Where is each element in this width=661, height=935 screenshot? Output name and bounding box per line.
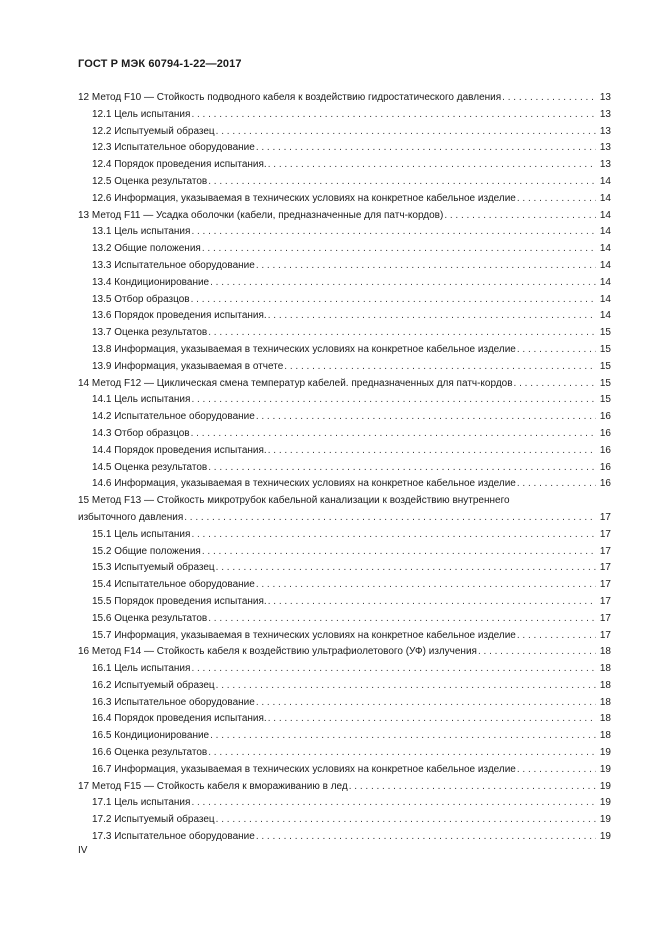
toc-entry-title: 13.5 Отбор образцов: [92, 293, 190, 305]
toc-entry-page: 17: [599, 545, 611, 557]
toc-leader-dots: [502, 90, 596, 107]
document-header: ГОСТ Р МЭК 60794-1-22—2017: [78, 58, 242, 70]
toc-entry-title: 15.4 Испытательное оборудование: [92, 579, 255, 591]
toc-entry-page: 18: [599, 646, 611, 658]
toc-entry-page: 13: [599, 142, 611, 154]
toc-entry-page: 14: [599, 243, 611, 255]
toc-entry-page: 18: [599, 730, 611, 742]
toc-entry-page: 19: [599, 763, 611, 775]
toc-subsection-entry[interactable]: [78, 628, 611, 645]
toc-subsection-entry[interactable]: [78, 409, 611, 426]
toc-entry-title: 17.3 Испытательное оборудование: [92, 831, 255, 843]
toc-entry-title: 12.6 Информация, указываемая в технических условиях на конкретное кабельное изделие: [92, 192, 516, 204]
toc-leader-dots: [256, 140, 596, 157]
toc-entry-title: 13.3 Испытательное оборудование: [92, 259, 255, 271]
toc-leader-dots: [184, 510, 596, 527]
toc-subsection-entry[interactable]: [78, 829, 611, 846]
toc-entry-page: 17: [599, 612, 611, 624]
toc-entry-title: 13 Метод F11 — Усадка оболочки (кабели, предназначенные для патч-кордов): [78, 209, 444, 221]
toc-subsection-entry[interactable]: [78, 342, 611, 359]
toc-entry-page: 16: [599, 444, 611, 456]
toc-entry-title: 14.2 Испытательное оборудование: [92, 411, 255, 423]
toc-subsection-entry[interactable]: [78, 426, 611, 443]
toc-entry-title: 13.8 Информация, указываемая в технических условиях на конкретное кабельное изделие: [92, 343, 516, 355]
toc-entry-title: 15.5 Порядок проведения испытания.: [92, 595, 267, 607]
toc-entry-title: 13.7 Оценка результатов: [92, 327, 208, 339]
toc-entry-page: 13: [599, 159, 611, 171]
toc-entry-title-cont: избыточного давления: [78, 511, 184, 523]
toc-entry-page: 17: [599, 511, 611, 523]
toc-entry-page: 17: [599, 579, 611, 591]
toc-leader-dots: [191, 292, 596, 309]
toc-entry-page: 19: [599, 797, 611, 809]
toc-entry-page: 18: [599, 663, 611, 675]
toc-subsection-entry[interactable]: [78, 292, 611, 309]
toc-leader-dots: [349, 779, 596, 796]
toc-leader-dots: [191, 795, 596, 812]
toc-entry-title: 17.1 Цель испытания: [92, 797, 191, 809]
toc-entry-title: 15.3 Испытуемый образец: [92, 562, 215, 574]
toc-leader-dots: [191, 107, 596, 124]
toc-entry-page: 16: [599, 427, 611, 439]
toc-entry-page: 15: [599, 360, 611, 372]
toc-entry-page: 14: [599, 175, 611, 187]
toc-entry-page: 19: [599, 747, 611, 759]
toc-leader-dots: [256, 409, 596, 426]
toc-entry-title: 16.1 Цель испытания: [92, 663, 191, 675]
toc-leader-dots: [478, 644, 596, 661]
toc-entry-title: 15.1 Цель испытания: [92, 528, 191, 540]
toc-subsection-entry[interactable]: [78, 678, 611, 695]
toc-entry-title: 13.6 Порядок проведения испытания.: [92, 310, 267, 322]
toc-subsection-entry[interactable]: [78, 594, 611, 611]
toc-entry-title: 12.2 Испытуемый образец: [92, 125, 215, 137]
toc-subsection-entry[interactable]: [78, 661, 611, 678]
toc-leader-dots: [517, 342, 596, 359]
toc-entry-page: 17: [599, 595, 611, 607]
toc-entry-page: 15: [599, 394, 611, 406]
toc-subsection-entry[interactable]: [78, 460, 611, 477]
toc-entry-title: 15.2 Общие положения: [92, 545, 201, 557]
toc-leader-dots: [517, 628, 596, 645]
toc-entry-title: 14.6 Информация, указываемая в технических условиях на конкретное кабельное изделие: [92, 478, 516, 490]
toc-subsection-entry[interactable]: [78, 191, 611, 208]
toc-entry-page: 19: [599, 814, 611, 826]
toc-leader-dots: [256, 695, 596, 712]
toc-subsection-entry[interactable]: [78, 745, 611, 762]
toc-subsection-entry[interactable]: [78, 392, 611, 409]
toc-leader-dots: [517, 476, 596, 493]
toc-entry-title: 14.5 Оценка результатов: [92, 461, 208, 473]
toc-leader-dots: [202, 544, 596, 561]
toc-leader-dots: [256, 829, 596, 846]
toc-section-entry[interactable]: [78, 208, 611, 225]
toc-entry-title: 14.1 Цель испытания: [92, 394, 191, 406]
toc-leader-dots: [517, 762, 596, 779]
toc-leader-dots: [216, 560, 596, 577]
toc-entry-page: 18: [599, 696, 611, 708]
toc-leader-dots: [191, 224, 596, 241]
toc-leader-dots: [216, 678, 596, 695]
toc-subsection-entry[interactable]: [78, 275, 611, 292]
toc-subsection-entry[interactable]: [78, 443, 611, 460]
toc-entry-page: 15: [599, 343, 611, 355]
toc-entry-page: 14: [599, 209, 611, 221]
toc-entry-title: 12.3 Испытательное оборудование: [92, 142, 255, 154]
toc-entry-title: 15 Метод F13 — Стойкость микротрубок кабельной канализации к воздействию внутреннего: [78, 495, 510, 507]
toc-subsection-entry[interactable]: [78, 577, 611, 594]
toc-entry-page: 13: [599, 92, 611, 103]
toc-entry-title: 13.1 Цель испытания: [92, 226, 191, 238]
toc-entry-page: 14: [599, 192, 611, 204]
toc-leader-dots: [208, 460, 596, 477]
toc-leader-dots: [208, 325, 596, 342]
toc-leader-dots: [208, 174, 596, 191]
toc-subsection-entry[interactable]: [78, 157, 611, 174]
toc-subsection-entry[interactable]: [78, 174, 611, 191]
toc-entry-title: 13.4 Кондиционирование: [92, 276, 210, 288]
toc-subsection-entry[interactable]: [78, 560, 611, 577]
toc-entry-title: 13.9 Информация, указываемая в отчете: [92, 360, 284, 372]
toc-subsection-entry[interactable]: [78, 359, 611, 376]
toc-subsection-entry[interactable]: [78, 611, 611, 628]
toc-leader-dots: [284, 359, 596, 376]
toc-entry-page: 17: [599, 528, 611, 540]
toc-entry-page: 19: [599, 780, 611, 792]
toc-entry-page: 17: [599, 562, 611, 574]
toc-entry-title: 15.6 Оценка результатов: [92, 612, 208, 624]
toc-entry-title: 16 Метод F14 — Стойкость кабеля к воздействию ультрафиолетового (УФ) излучения: [78, 646, 477, 658]
toc-subsection-entry[interactable]: [78, 140, 611, 157]
toc-entry-title: 14.3 Отбор образцов: [92, 427, 190, 439]
toc-subsection-entry[interactable]: [78, 527, 611, 544]
toc-subsection-entry[interactable]: [78, 224, 611, 241]
toc-entry-page: 18: [599, 713, 611, 725]
toc-entry-title: 12.1 Цель испытания: [92, 108, 191, 120]
toc-section-entry[interactable]: [78, 90, 611, 107]
toc-subsection-entry[interactable]: [78, 544, 611, 561]
toc-entry-page: 14: [599, 293, 611, 305]
toc-entry-page: 17: [599, 629, 611, 641]
toc-subsection-entry[interactable]: [78, 795, 611, 812]
toc-leader-dots: [208, 611, 596, 628]
toc-leader-dots: [216, 812, 596, 829]
toc-subsection-entry[interactable]: [78, 124, 611, 141]
table-of-contents: [78, 90, 611, 846]
toc-subsection-entry[interactable]: [78, 711, 611, 728]
toc-entry-page: 14: [599, 276, 611, 288]
toc-section-entry[interactable]: [78, 779, 611, 796]
toc-entry-page: 15: [599, 377, 611, 389]
toc-leader-dots: [191, 392, 596, 409]
toc-entry-title: 16.4 Порядок проведения испытания.: [92, 713, 267, 725]
toc-subsection-entry[interactable]: [78, 476, 611, 493]
toc-subsection-entry[interactable]: [78, 812, 611, 829]
toc-leader-dots: [191, 661, 596, 678]
toc-entry-page: 14: [599, 310, 611, 322]
toc-leader-dots: [256, 258, 596, 275]
toc-entry-page: 19: [599, 831, 611, 843]
toc-leader-dots: [514, 376, 596, 393]
toc-entry-title: 14.4 Порядок проведения испытания.: [92, 444, 267, 456]
toc-section-entry[interactable]: [78, 644, 611, 661]
toc-leader-dots: [256, 577, 596, 594]
toc-entry-page: 16: [599, 411, 611, 423]
toc-leader-dots: [210, 275, 596, 292]
toc-leader-dots: [191, 426, 596, 443]
toc-entry-title: 16.7 Информация, указываемая в технических условиях на конкретное кабельное изделие: [92, 763, 516, 775]
toc-leader-dots: [268, 594, 596, 611]
toc-entry-title: 12.4 Порядок проведения испытания.: [92, 159, 267, 171]
toc-entry-title: 16.3 Испытательное оборудование: [92, 696, 255, 708]
toc-entry-title: 12 Метод F10 — Стойкость подводного кабеля к воздействию гидростатического давления: [78, 92, 502, 103]
toc-leader-dots: [268, 157, 596, 174]
toc-leader-dots: [268, 308, 596, 325]
toc-entry-title: 13.2 Общие положения: [92, 243, 201, 255]
toc-subsection-entry[interactable]: [78, 308, 611, 325]
toc-entry-page: 16: [599, 478, 611, 490]
page-number: IV: [78, 845, 88, 856]
toc-entry-title: 14 Метод F12 — Циклическая смена температур кабелей. предназначенных для патч-кордов: [78, 377, 513, 389]
toc-leader-dots: [191, 527, 596, 544]
toc-section-entry[interactable]: [78, 376, 611, 393]
toc-leader-dots: [208, 745, 596, 762]
toc-entry-title: 17 Метод F15 — Стойкость кабеля к вмораживанию в лед: [78, 780, 348, 792]
toc-entry-title: 16.6 Оценка результатов: [92, 747, 208, 759]
toc-subsection-entry[interactable]: [78, 258, 611, 275]
toc-entry-title: 12.5 Оценка результатов: [92, 175, 208, 187]
toc-subsection-entry[interactable]: [78, 762, 611, 779]
toc-entry-page: 13: [599, 108, 611, 120]
toc-leader-dots: [268, 711, 596, 728]
toc-leader-dots: [202, 241, 596, 258]
toc-entry-title: 17.2 Испытуемый образец: [92, 814, 215, 826]
toc-entry-page: 18: [599, 679, 611, 691]
toc-subsection-entry[interactable]: [78, 325, 611, 342]
toc-entry-title: 15.7 Информация, указываемая в технических условиях на конкретное кабельное изделие: [92, 629, 516, 641]
toc-subsection-entry[interactable]: [78, 241, 611, 258]
toc-leader-dots: [268, 443, 596, 460]
toc-leader-dots: [210, 728, 596, 745]
toc-leader-dots: [444, 208, 596, 225]
toc-entry-page: 14: [599, 259, 611, 271]
toc-subsection-entry[interactable]: [78, 728, 611, 745]
toc-entry-page: 14: [599, 226, 611, 238]
toc-entry-title: 16.2 Испытуемый образец: [92, 679, 215, 691]
toc-subsection-entry[interactable]: [78, 107, 611, 124]
toc-subsection-entry[interactable]: [78, 695, 611, 712]
toc-entry-title: 16.5 Кондиционирование: [92, 730, 210, 742]
toc-leader-dots: [216, 124, 596, 141]
toc-entry-page: 13: [599, 125, 611, 137]
toc-entry-page: 16: [599, 461, 611, 473]
toc-entry-page: 15: [599, 327, 611, 339]
toc-section-entry[interactable]: [78, 493, 611, 527]
toc-leader-dots: [517, 191, 596, 208]
